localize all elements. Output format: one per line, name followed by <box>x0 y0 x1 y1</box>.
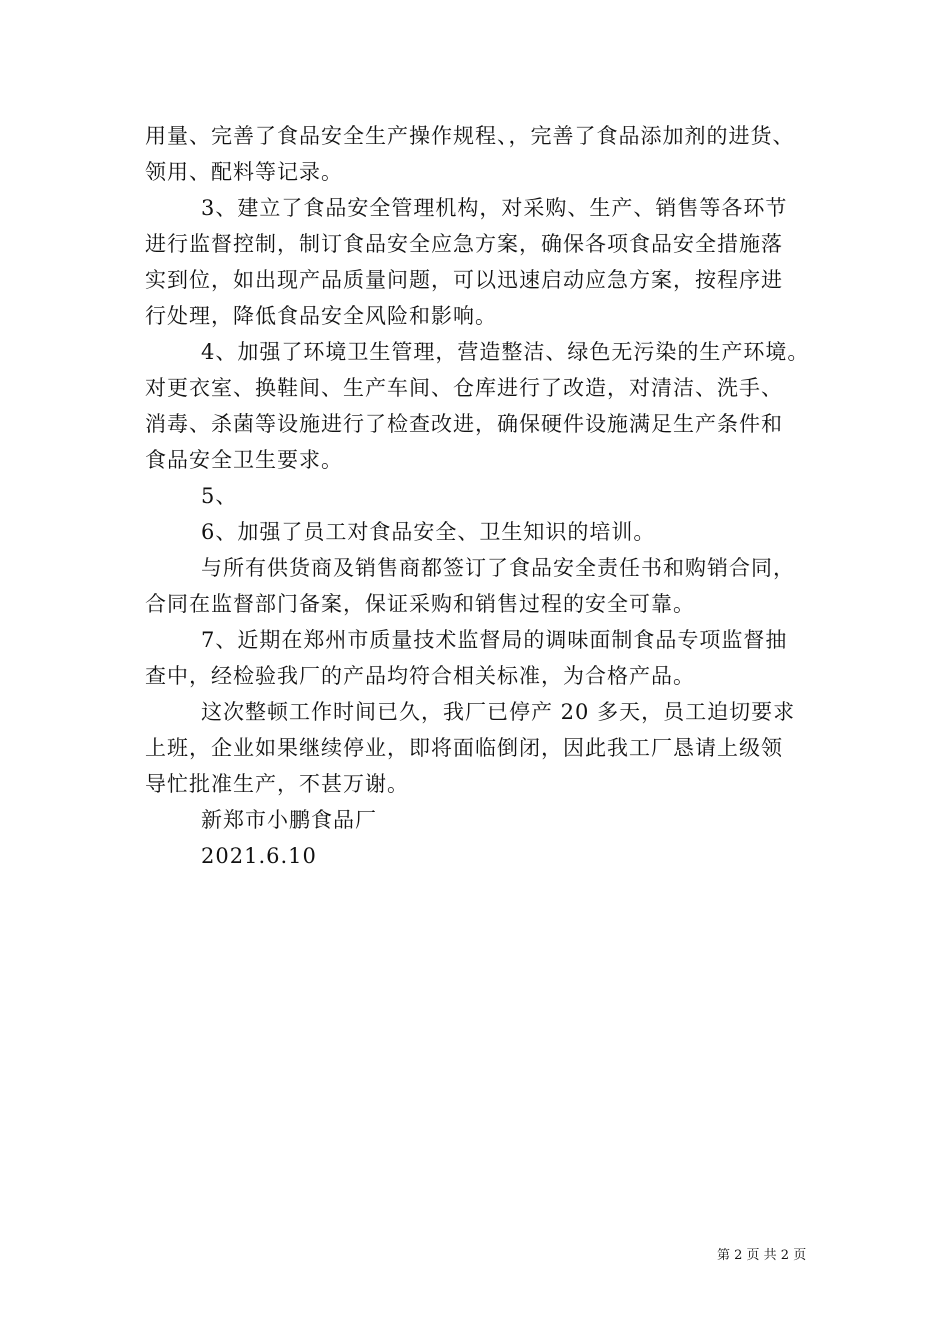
body-line: 消毒、杀菌等设施进行了检查改进，确保硬件设施满足生产条件和 <box>145 412 783 436</box>
body-line: 行处理，降低食品安全风险和影响。 <box>145 304 497 328</box>
body-line: 与所有供货商及销售商都签订了食品安全责任书和购销合同， <box>201 556 795 580</box>
body-line: 5、 <box>201 484 238 508</box>
signature-name: 新郑市小鹏食品厂 <box>201 808 377 832</box>
body-line: 查中，经检验我厂的产品均符合相关标准，为合格产品。 <box>145 664 695 688</box>
body-line: 3、建立了食品安全管理机构，对采购、生产、销售等各环节 <box>201 196 788 220</box>
body-line: 这次整顿工作时间已久，我厂已停产 20 多天，员工迫切要求 <box>201 700 796 724</box>
body-line: 上班，企业如果继续停业，即将面临倒闭，因此我工厂恳请上级领 <box>145 736 783 760</box>
body-line: 合同在监督部门备案，保证采购和销售过程的安全可靠。 <box>145 592 695 616</box>
body-line: 对更衣室、换鞋间、生产车间、仓库进行了改造，对清洁、洗手、 <box>145 376 783 400</box>
document-body <box>145 118 825 874</box>
body-line: 实到位，如出现产品质量问题，可以迅速启动应急方案，按程序进 <box>145 268 783 292</box>
signature-date: 2021.6.10 <box>201 844 317 868</box>
body-line: 食品安全卫生要求。 <box>145 448 343 472</box>
body-line: 7、近期在郑州市质量技术监督局的调味面制食品专项监督抽 <box>201 628 788 652</box>
body-line: 导忙批准生产，不甚万谢。 <box>145 772 409 796</box>
body-line: 4、加强了环境卫生管理，营造整洁、绿色无污染的生产环境。 <box>201 340 810 364</box>
body-line: 用量、完善了食品安全生产操作规程、，完善了食品添加剂的进货、 <box>145 124 795 148</box>
page-number-footer: 第 2 页 共 2 页 <box>717 1248 807 1263</box>
body-line: 进行监督控制，制订食品安全应急方案，确保各项食品安全措施落 <box>145 232 783 256</box>
body-line: 领用、配料等记录。 <box>145 160 343 184</box>
body-line: 6、加强了员工对食品安全、卫生知识的培训。 <box>201 520 656 544</box>
